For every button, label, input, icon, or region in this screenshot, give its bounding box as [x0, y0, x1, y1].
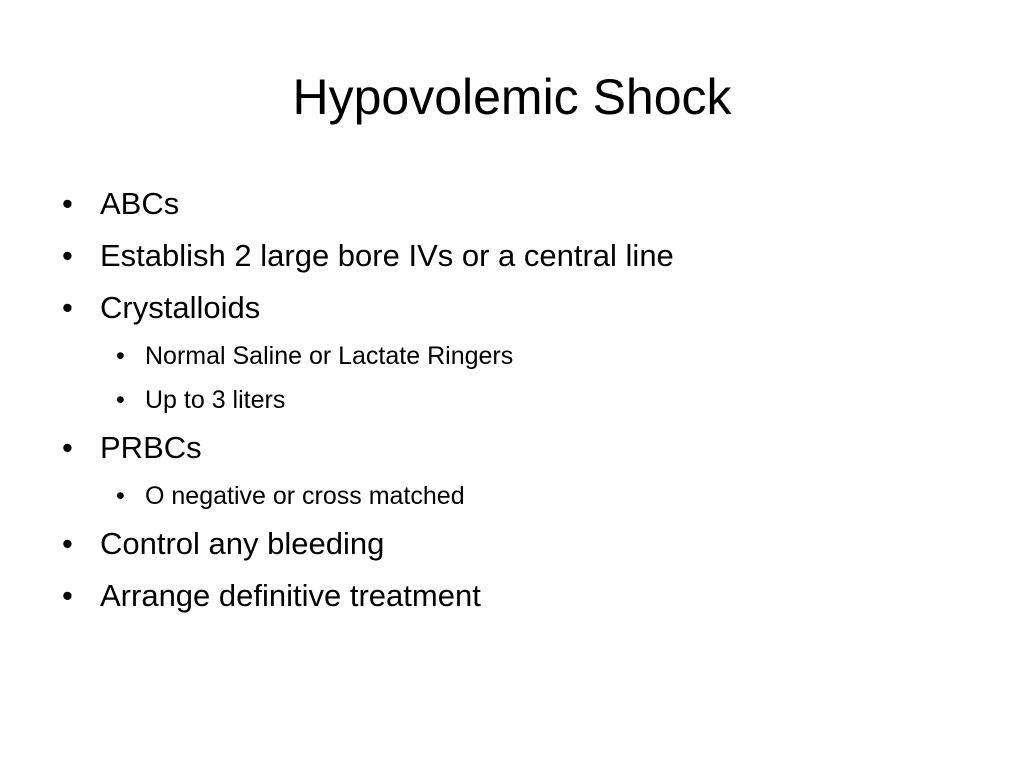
- bullet-text: Establish 2 large bore IVs or a central line: [100, 238, 674, 273]
- bullet-icon: •: [116, 482, 125, 510]
- sub-bullet-item: [62, 474, 982, 518]
- bullet-item: [62, 570, 982, 622]
- bullet-item: [62, 518, 982, 570]
- bullet-icon: •: [116, 342, 125, 370]
- bullet-icon: •: [116, 386, 125, 414]
- bullet-icon: •: [62, 238, 73, 273]
- bullet-text: Control any bleeding: [100, 526, 385, 561]
- slide-title: Hypovolemic Shock: [292, 69, 732, 125]
- bullet-text: Arrange definitive treatment: [100, 578, 481, 613]
- bullet-list: [62, 178, 982, 622]
- sub-bullet-item: [62, 334, 982, 378]
- bullet-icon: •: [62, 578, 73, 613]
- sub-bullet-text: Up to 3 liters: [145, 386, 286, 414]
- bullet-item: [62, 230, 982, 282]
- bullet-icon: •: [62, 430, 73, 465]
- bullet-item: [62, 178, 982, 230]
- sub-bullet-item: [62, 378, 982, 422]
- bullet-item: [62, 422, 982, 474]
- bullet-item: [62, 282, 982, 334]
- bullet-icon: •: [62, 186, 73, 221]
- bullet-text: Crystalloids: [100, 290, 261, 325]
- sub-bullet-text: Normal Saline or Lactate Ringers: [145, 342, 514, 370]
- bullet-icon: •: [62, 526, 73, 561]
- bullet-text: PRBCs: [100, 430, 202, 465]
- sub-bullet-text: O negative or cross matched: [145, 482, 465, 510]
- bullet-text: ABCs: [100, 186, 180, 221]
- bullet-icon: •: [62, 290, 73, 325]
